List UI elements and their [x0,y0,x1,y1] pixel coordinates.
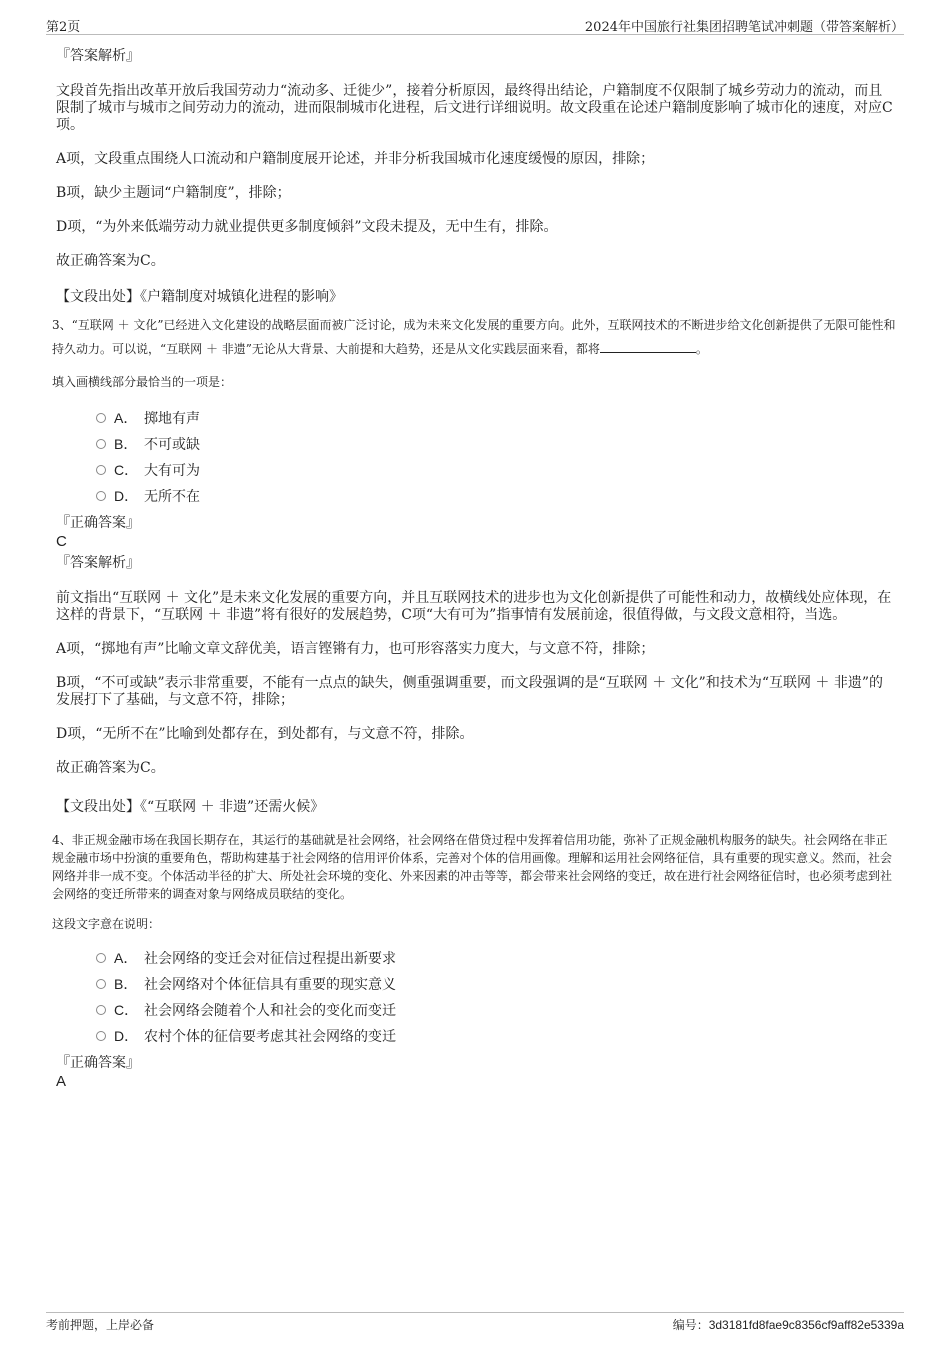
page-header [46,14,904,35]
radio-icon[interactable] [96,1005,106,1015]
radio-icon[interactable] [96,465,106,475]
option-a[interactable]: A． 掷地有声 [56,405,896,431]
option-d[interactable]: D． 无所不在 [56,483,896,509]
radio-icon[interactable] [96,491,106,501]
analysis-paragraph: 文段首先指出改革开放后我国劳动力“流动多、迁徙少”，接着分析原因，最终得出结论，户籍制度不仅限制了城乡劳动力的流动，而且限制了城市与城市之间劳动力的流动，进而限制城市化进程，后文进行详细说明。故文段重在论述户籍制度影响了城市化的速度，对应C项。 [56,83,893,133]
option-c[interactable]: C． 社会网络会随着个人和社会的变化而变迁 [56,997,896,1023]
question-prompt: 填入画横线部分最恰当的一项是： [52,375,233,389]
radio-icon[interactable] [96,413,106,423]
radio-icon[interactable] [96,979,106,989]
correct-answer: C [56,533,67,550]
radio-icon[interactable] [96,1031,106,1041]
analysis-paragraph: B项，“不可或缺”表示非常重要，不能有一点点的缺失，侧重强调重要，而文段强调的是“互联网 ＋ 文化”和技术为“互联网 ＋ 非遗”的发展打下了基础，与文意不符，排除； [56,675,884,708]
analysis-paragraph: A项，文段重点围绕人口流动和户籍制度展开论述，并非分析我国城市化速度缓慢的原因，排除； [56,151,655,167]
passage-source: 【文段出处】《“互联网 ＋ 非遗”还需火候》 [56,799,325,815]
question-prompt: 这段文字意在说明： [52,917,161,931]
options-list [56,405,896,509]
radio-icon[interactable] [96,953,106,963]
analysis-paragraph: 故正确答案为C。 [56,253,165,269]
option-c[interactable]: C． 大有可为 [56,457,896,483]
option-a[interactable]: A． 社会网络的变迁会对征信过程提出新要求 [56,945,896,971]
radio-icon[interactable] [96,439,106,449]
question-stem: 4、非正规金融市场在我国长期存在，其运行的基础就是社会网络，社会网络在借贷过程中发挥着信用功能，弥补了正规金融机构服务的缺失。社会网络在非正规金融市场中扮演的重要角色，帮助构建基于社会网络的信用评价体系，完善对个体的信用画像。理解和运用社会网络征信，具有重要的现实意义。然而，社会网络并非一成不变。个体活动半径的扩大、所处社会环境的变化、外来因素的冲击等等，都会带来社会网络的变迁，故在进行社会网络征信时，也必须考虑到社会网络的变迁所带来的调查对象与网络成员联结的变化。 [52,833,893,901]
analysis-paragraph: D项，“无所不在”比喻到处都存在，到处都有，与文意不符，排除。 [56,726,474,742]
analysis-paragraph: A项，“掷地有声”比喻文章文辞优美，语言铿锵有力，也可形容落实力度大，与文意不符，排除； [56,641,655,657]
analysis-paragraph: B项，缺少主题词“户籍制度”，排除； [56,185,291,201]
fill-blank [600,340,696,353]
options-list [56,945,896,1049]
document-id: 编号：3d3181fd8fae9c8356cf9aff82e5339a [672,1318,904,1332]
correct-answer-label: 『正确答案』 [56,515,140,531]
document-title: 2024年中国旅行社集团招聘笔试冲刺题（带答案解析） [584,20,904,35]
analysis-paragraph: D项，“为外来低端劳动力就业提供更多制度倾斜”文段未提及，无中生有，排除。 [56,219,558,235]
option-d[interactable]: D． 农村个体的征信要考虑其社会网络的变迁 [56,1023,896,1049]
analysis-label: 『答案解析』 [56,48,140,64]
page-content [52,46,896,1091]
analysis-label: 『答案解析』 [56,555,140,571]
correct-answer: A [56,1073,67,1090]
question-stem: 3、“互联网 ＋ 文化”已经进入文化建设的战略层面而被广泛讨论，成为未来文化发展的重要方向。此外，互联网技术的不断进步给文化创新提供了无限可能性和持久动力。可以说，“互联网 ＋ 非遗”无论从大背景、大前提和大趋势，还是从文化实践层面来看，都将 。 [52,318,896,356]
option-b[interactable]: B． 社会网络对个体征信具有重要的现实意义 [56,971,896,997]
footer-slogan: 考前押题，上岸必备 [46,1318,155,1332]
passage-source: 【文段出处】《户籍制度对城镇化进程的影响》 [56,289,343,305]
option-b[interactable]: B． 不可或缺 [56,431,896,457]
analysis-paragraph: 前文指出“互联网 ＋ 文化”是未来文化发展的重要方向，并且互联网技术的进步也为文化创新提供了可能性和动力，故横线处应体现，在这样的背景下，“互联网 ＋ 非遗”将有很好的发展趋势，C项“大有可为”指事情有发展前途，很值得做，与文段文意相符，当选。 [56,590,892,623]
analysis-paragraph: 故正确答案为C。 [56,760,165,776]
page-footer [46,1312,904,1335]
page-number: 第2页 [46,20,81,35]
correct-answer-label: 『正确答案』 [56,1055,140,1071]
